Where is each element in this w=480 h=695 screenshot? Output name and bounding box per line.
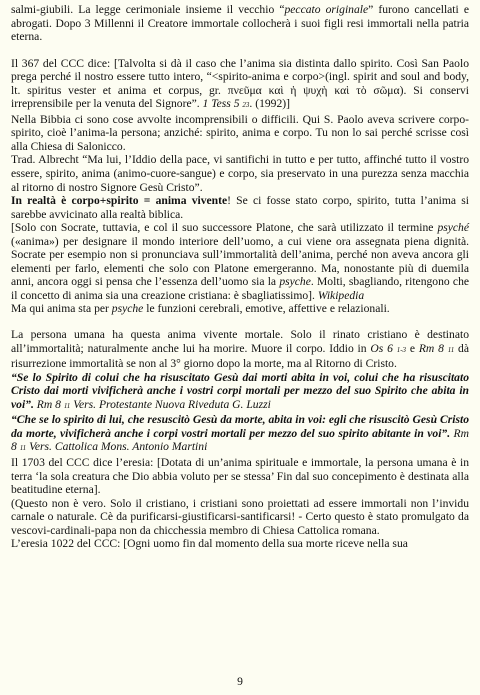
bible-quote: “Che se lo spirito di lui, che resuscitò Gesù da morte, abita in voi: egli che risuscitò Gesù Cristo da morte, vivificherà anche i corpi vostri mortali per mezzo del suo spirito abitante in voi”. Rm 8 11 Vers. Cattolica Mons. Antonio Martini <box>11 413 470 454</box>
paragraph: (Questo non è vero. Solo il cristiano, i cristiani sono proiettati ad essere immortali non l’invidu carnale o naturale. Cè da purificarsi-giustificarsi-santificarsi! - Certo questo è stato promulgato da vescovi-cardinali-papa non da chicchessia membro di Chiesa Cattolica romana. <box>11 496 469 537</box>
paragraph-wikipedia-quote: [Solo con Socrate, tuttavia, e col il suo successore Platone, che sarà utilizzato il termine psyché («anima») per designare il mondo interiore dell’uomo, a cui viene ora assegnata piena dignità. Socrate per esempio non si pronunciava sull’immortalità dell’anima, perché non aveva ancora gli elementi per farlo, elementi che solo con Platone emergeranno. Ma, nonostante più di duemila anni, ancora oggi si pensa che l’essenza dell’uomo sia la psyche. Molti, sbagliando, ritengono che il concetto di anima sia una creazione cristiana: è sbagliatissimo]. Wikipedia <box>11 221 470 302</box>
paragraph-ccc-367: Il 367 del CCC dice: [Talvolta si dà il caso che l’anima sia distinta dallo spirito. Così San Paolo prega perché il nostro essere tutto intero, “<spirito-anima e corpo>(ingl. spirit and soul and body, lt. spiritus vester et anima et corpus, gr. πνεῦμα καὶ ἡ ψυχὴ καὶ τὸ σῶμα). Si conservi irreprensibile per la venuta del Signore”. 1 Tess 5 23. (1992)] <box>11 56 469 111</box>
paragraph: In realtà è corpo+spirito = anima vivente! Se ci fosse stato corpo, spirito, tutta l’anima si sarebbe avvicinato alla realtà biblica. <box>11 194 469 221</box>
bible-quote: “Se lo Spirito di colui che ha risuscitato Gesù dai morti abita in voi, colui che ha risuscitato Cristo dai morti vivificherà anche i vostri corpi mortali per mezzo del suo Spirito che abita in voi”. Rm 8 11 Vers. Protestante Nuova Riveduta G. Luzzi <box>11 370 469 411</box>
paragraph-ccc-1703: Il 1703 del CCC dice l’eresia: [Dotata di un’anima spirituale e immortale, la persona umana è in terra ‘la sola creatura che Dio abbia voluto per se stessa’ Fin dal suo concepimento è destinata alla beatitudine eterna]. <box>11 455 469 497</box>
paragraph: Nella Bibbia ci sono cose avvolte incomprensibili o difficili. Qui S. Paolo aveva scrivere corpo-spirito, cioè l’anima-la persona; anziché: spirito, anima e corpo. Tu non lo sai perché scrisse così alla Chiesa di Salonicco. <box>11 112 469 153</box>
paragraph: salmi-giubili. La legge cerimoniale insieme il vecchio “peccato originale” furono cancellati e abrogati. Dopo 3 Millenni il Creatore immortale collocherà i suoi figli resi immortali nella patria eterna. <box>11 3 469 44</box>
paragraph: Ma qui anima sta per psyche le funzioni cerebrali, emotive, affettive e relazionali. <box>11 302 390 316</box>
paragraph: Trad. Albrecht “Ma lui, l’Iddio della pace, vi santifichi in tutto e per tutto, affinché tutto il vostro essere, spirito, anima (animo-cuore-sangue) e corpo, sia preservato in una purezza senza macchia al ritorno di nostro Signore Gesù Cristo”. <box>11 153 469 194</box>
page-number: 9 <box>237 675 243 688</box>
paragraph-ccc-1022: L’eresia 1022 del CCC: [Ogni uomo fin dal momento della sua morte riceve nella sua <box>11 537 408 551</box>
paragraph: La persona umana ha questa anima vivente mortale. Solo il rinato cristiano è destinato all’immortalità; naturalmente anche lui ha morire. Muore il corpo. Iddio in Os 6 1-3 e Rm 8 11 dà risurrezione immortalità se non al 3° giorno dopo la morte, ma al Ritorno di Cristo. <box>11 328 469 371</box>
